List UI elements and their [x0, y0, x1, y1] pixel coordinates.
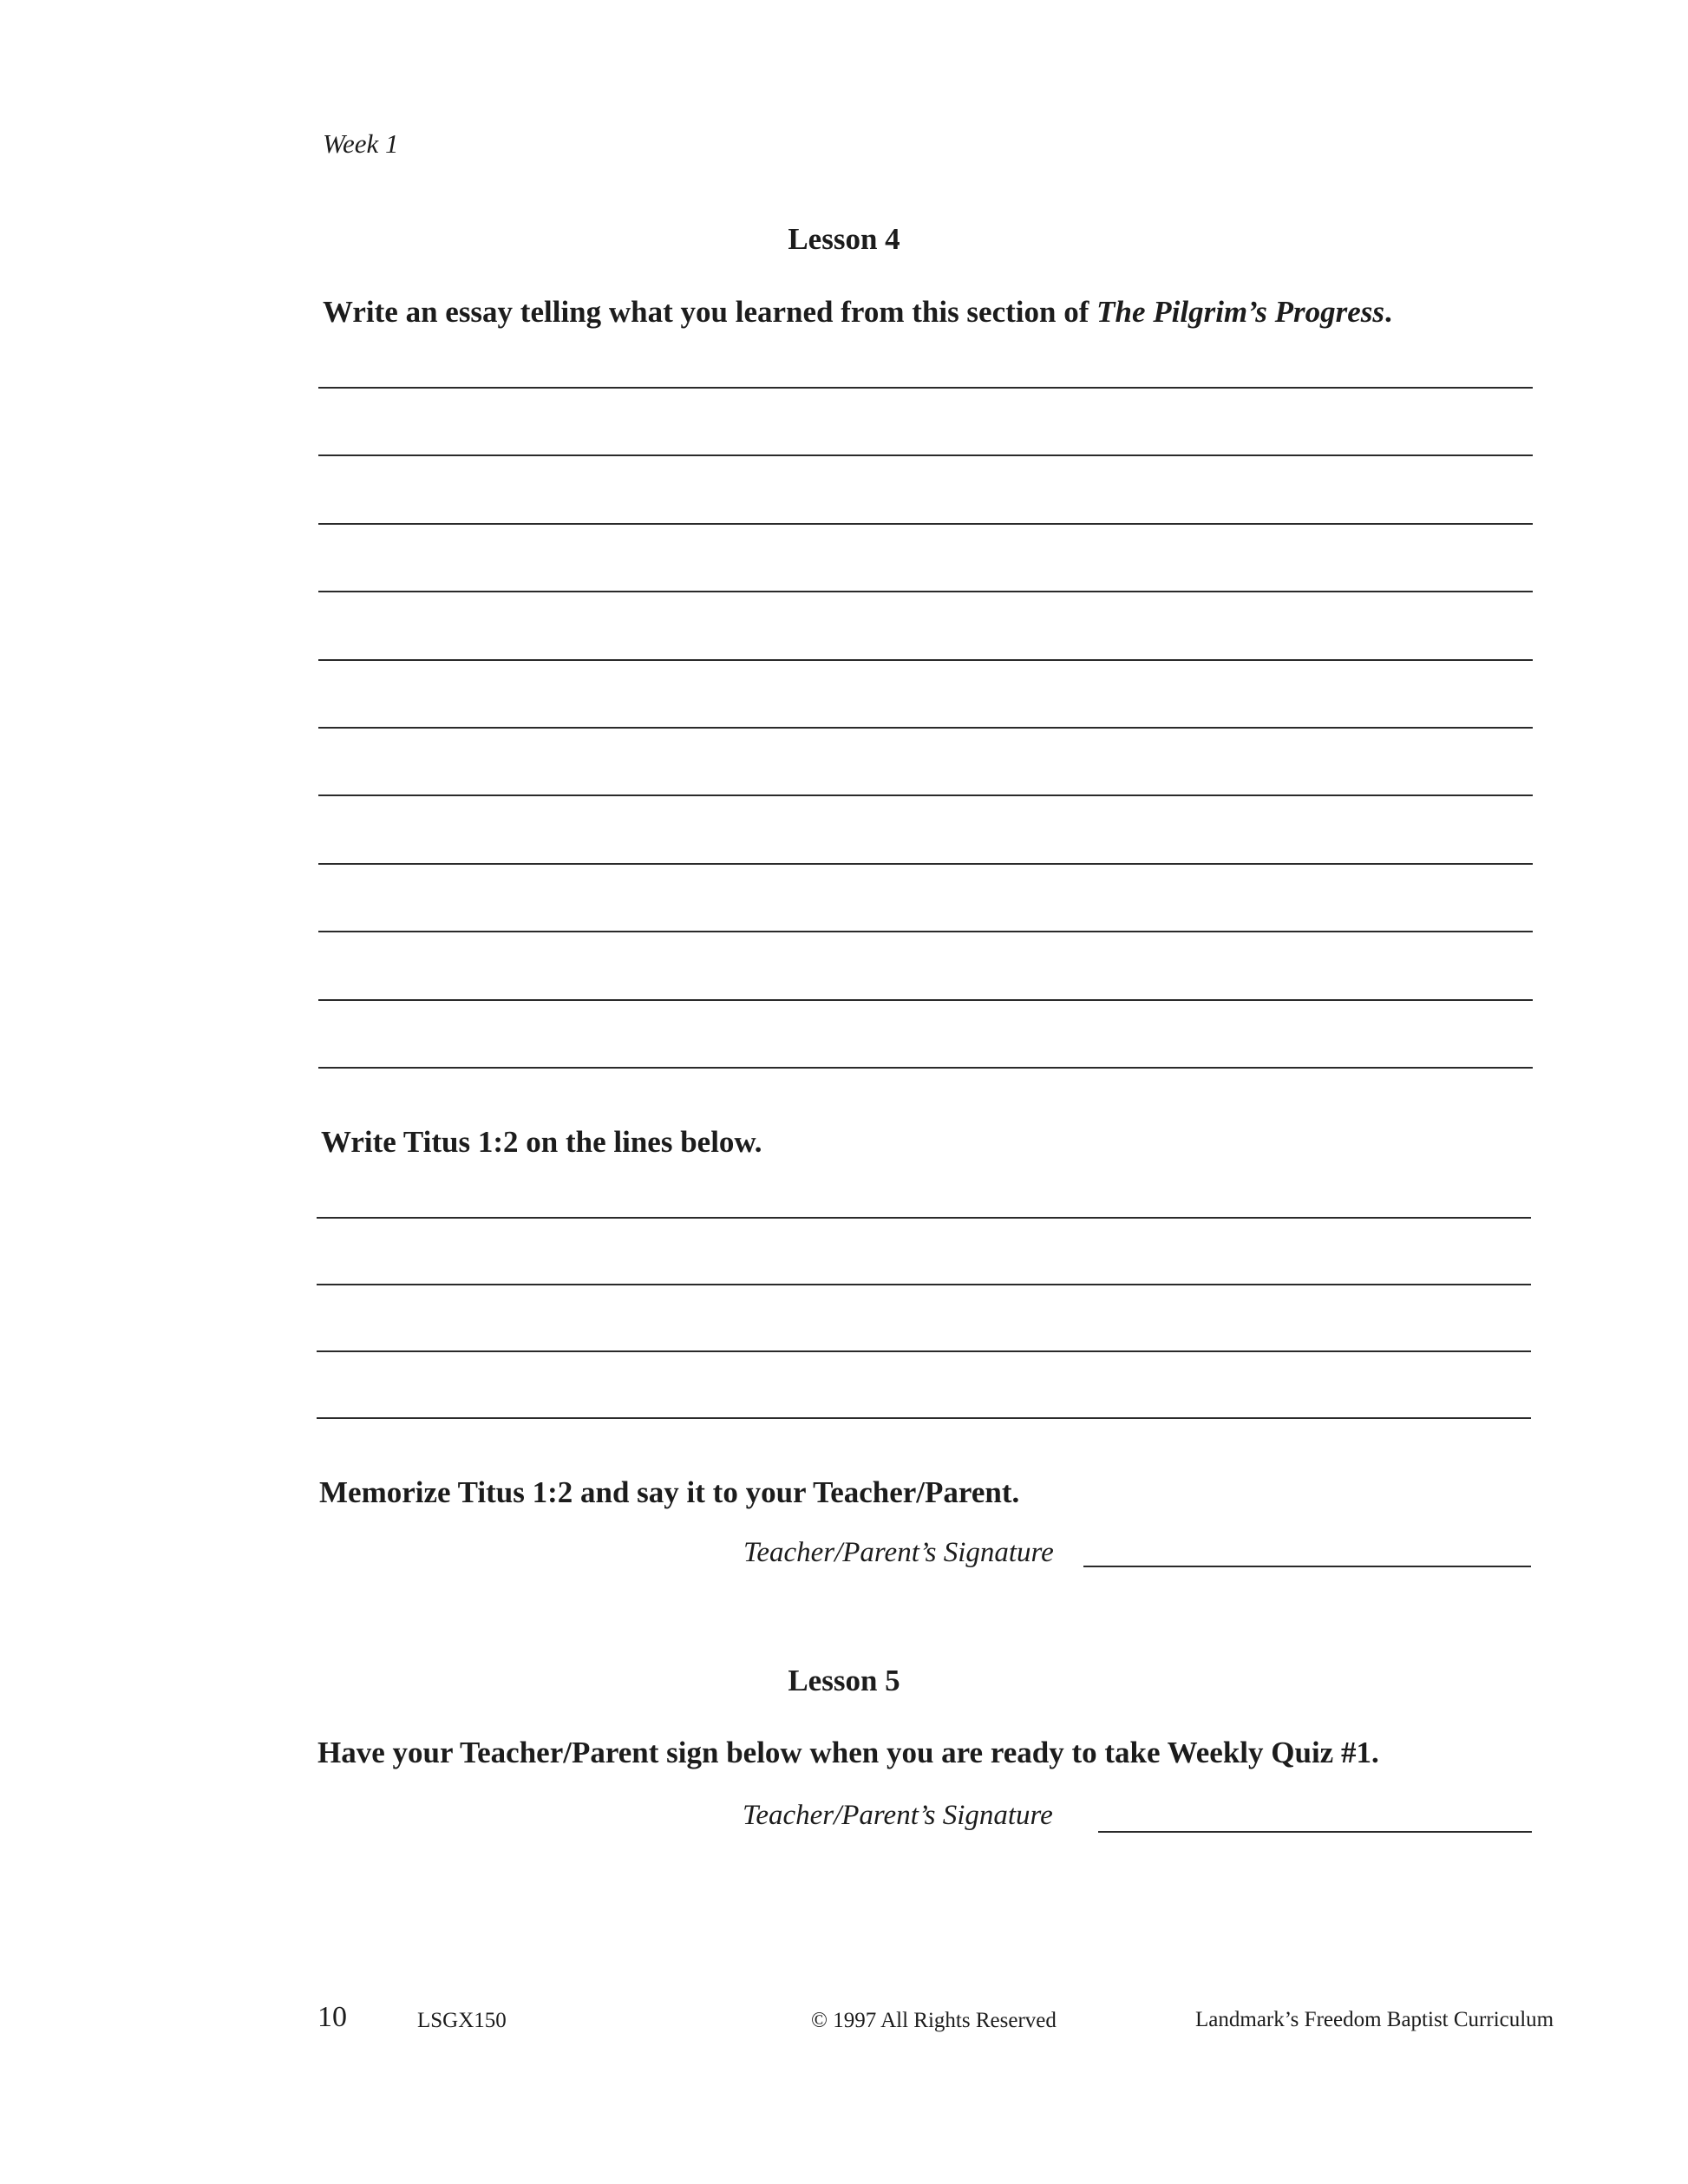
- memorize-prompt: Memorize Titus 1:2 and say it to your Teacher/Parent.: [319, 1475, 1020, 1509]
- essay-line[interactable]: [318, 591, 1533, 592]
- essay-line[interactable]: [318, 794, 1533, 796]
- essay-line[interactable]: [318, 863, 1533, 865]
- copyright-notice: © 1997 All Rights Reserved: [811, 2009, 1057, 2032]
- week-label: Week 1: [323, 128, 399, 159]
- lesson-5-title: Lesson 5: [788, 1664, 900, 1697]
- verse-line[interactable]: [317, 1350, 1531, 1352]
- lesson-5-signature-line[interactable]: [1098, 1831, 1532, 1833]
- essay-prompt-lead: Write an essay telling what you learned from this section of: [323, 295, 1097, 329]
- course-code: LSGX150: [417, 2009, 507, 2032]
- essay-line[interactable]: [318, 523, 1533, 525]
- essay-prompt-end: .: [1384, 295, 1392, 329]
- page-number: 10: [317, 2001, 347, 2033]
- verse-prompt: Write Titus 1:2 on the lines below.: [321, 1125, 762, 1159]
- essay-line[interactable]: [318, 999, 1533, 1001]
- essay-line[interactable]: [318, 727, 1533, 729]
- lesson-4-signature-label: Teacher/Parent’s Signature: [743, 1537, 1054, 1568]
- book-title: The Pilgrim’s Progress: [1096, 295, 1384, 329]
- verse-line[interactable]: [317, 1417, 1531, 1419]
- lesson-4-title: Lesson 4: [788, 222, 900, 256]
- essay-line[interactable]: [318, 1067, 1533, 1069]
- essay-line[interactable]: [318, 931, 1533, 932]
- essay-line[interactable]: [318, 387, 1533, 389]
- lesson-4-signature-line[interactable]: [1083, 1566, 1531, 1567]
- essay-line[interactable]: [318, 454, 1533, 456]
- essay-prompt: [323, 295, 1392, 330]
- verse-line[interactable]: [317, 1284, 1531, 1285]
- quiz-prompt: Have your Teacher/Parent sign below when you are ready to take Weekly Quiz #1.: [317, 1736, 1379, 1769]
- verse-line[interactable]: [317, 1217, 1531, 1219]
- publisher-name: Landmark’s Freedom Baptist Curriculum: [1195, 2008, 1554, 2031]
- essay-line[interactable]: [318, 659, 1533, 661]
- lesson-5-signature-label: Teacher/Parent’s Signature: [743, 1800, 1053, 1831]
